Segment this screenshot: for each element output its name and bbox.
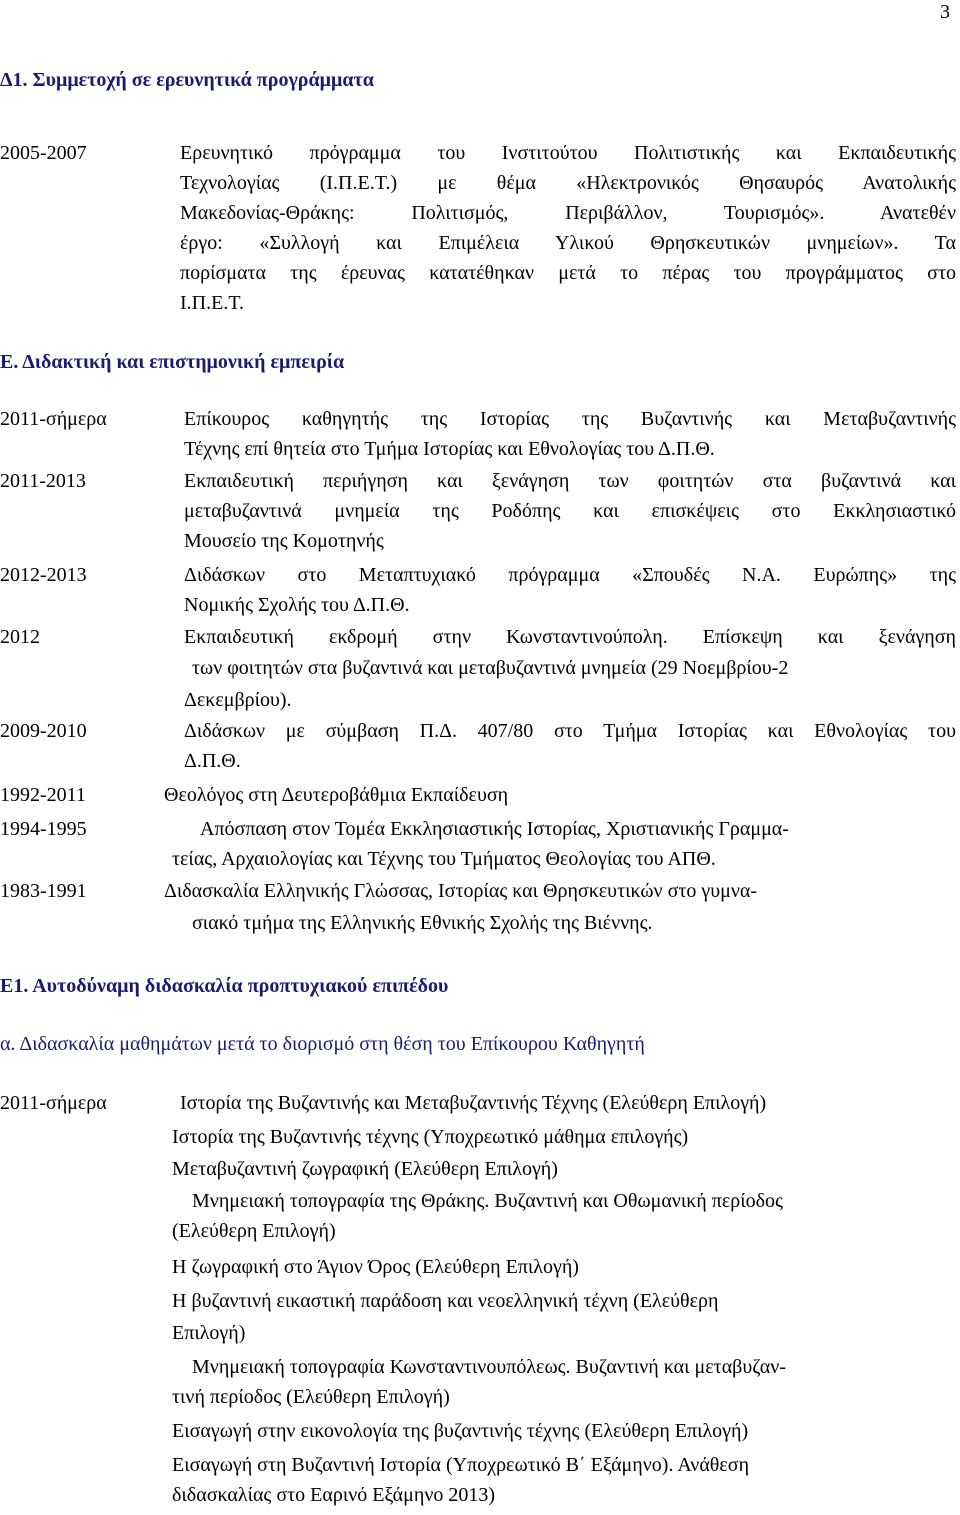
course-item <box>180 1088 766 1118</box>
course-item <box>172 1450 749 1510</box>
course-item <box>172 1252 579 1282</box>
entry-description <box>164 876 956 940</box>
experience-entry <box>0 404 958 464</box>
course-line: διδασκαλίας στο Εαρινό Εξάμηνο 2013) <box>172 1484 496 1506</box>
entry-line: έργο: «Συλλογή και Επιμέλεια Υλικού Θρησκευτικών μνημείων». Τα <box>180 232 956 254</box>
entry-description <box>184 466 956 556</box>
entry-date: 2012-2013 <box>0 564 87 586</box>
entry-line: Δ.Π.Θ. <box>184 750 241 772</box>
experience-entry <box>0 780 958 810</box>
course-line: Ιστορία της Βυζαντινής τέχνης (Υποχρεωτικό μάθημα επιλογής) <box>172 1126 689 1148</box>
experience-entry <box>0 716 958 776</box>
research-entry <box>0 138 958 318</box>
course-line: Εισαγωγή στη Βυζαντινή Ιστορία (Υποχρεωτικό Β΄ Εξάμηνο). Ανάθεση <box>172 1454 750 1476</box>
entry-line: Θεολόγος στη Δευτεροβάθμια Εκπαίδευση <box>164 784 509 806</box>
course-line: Μνημειακή τοπογραφία Κωνσταντινουπόλεως. Βυζαντινή και μεταβυζαν- <box>192 1356 786 1378</box>
entry-line: τείας, Αρχαιολογίας και Τέχνης του Τμήματος Θεολογίας του ΑΠΘ. <box>172 848 716 870</box>
course-line: Ιστορία της Βυζαντινής και Μεταβυζαντινής Τέχνης (Ελεύθερη Επιλογή) <box>180 1092 767 1114</box>
entry-line: Απόσπαση στον Τομέα Εκκλησιαστικής Ιστορίας, Χριστιανικής Γραμμα- <box>200 818 789 840</box>
entry-line: Δεκεμβρίου). <box>184 689 292 711</box>
entry-description <box>184 560 956 620</box>
entry-line: Τεχνολογίας (Ι.Π.Ε.Τ.) με θέμα «Ηλεκτρονικός Θησαυρός Ανατολικής <box>180 172 956 194</box>
section-heading-e: Ε. Διδακτική και επιστημονική εμπειρία <box>0 351 345 373</box>
subsection-heading: α. Διδασκαλία μαθημάτων μετά το διορισμό στη θέση του Επίκουρου Καθηγητή <box>0 1033 645 1055</box>
entry-line: Μακεδονίας-Θράκης: Πολιτισμός, Περιβάλλον, Τουρισμός». Ανατεθέν <box>180 202 956 224</box>
entry-date: 2011-σήμερα <box>0 1092 107 1114</box>
course-line: Η βυζαντινή εικαστική παράδοση και νεοελληνική τέχνη (Ελεύθερη <box>172 1290 719 1312</box>
entry-line: Ι.Π.Ε.Τ. <box>180 292 245 314</box>
entry-description <box>164 780 956 810</box>
entry-line: Διδάσκων στο Μεταπτυχιακό πρόγραμμα «Σπουδές Ν.Α. Ευρώπης» της <box>184 564 956 586</box>
entry-line: Νομικής Σχολής του Δ.Π.Θ. <box>184 594 410 616</box>
entry-description <box>172 814 956 874</box>
entry-description <box>184 622 956 715</box>
entry-description <box>180 138 956 318</box>
entry-line: Εκπαιδευτική εκδρομή στην Κωνσταντινούπολη. Επίσκεψη και ξενάγηση <box>184 626 956 648</box>
entry-line: σιακό τμήμα της Ελληνικής Εθνικής Σχολής της Βιέννης. <box>192 912 653 934</box>
entry-line: Επίκουρος καθηγητής της Ιστορίας της Βυζαντινής και Μεταβυζαντινής <box>184 408 956 430</box>
course-line: τινή περίοδος (Ελεύθερη Επιλογή) <box>172 1386 450 1408</box>
entry-date: 2011-σήμερα <box>0 408 107 430</box>
experience-entry <box>0 876 958 940</box>
course-line: Μνημειακή τοπογραφία της Θράκης. Βυζαντινή και Οθωμανική περίοδος <box>192 1190 783 1212</box>
entry-line: Διδάσκων με σύμβαση Π.Δ. 407/80 στο Τμήμα Ιστορίας και Εθνολογίας του <box>184 720 956 742</box>
course-item <box>172 1352 786 1412</box>
entry-date: 1983-1991 <box>0 880 87 902</box>
section-heading-d1: Δ1. Συμμετοχή σε ερευνητικά προγράμματα <box>0 69 374 91</box>
entry-line: Μουσείο της Κομοτηνής <box>184 530 384 552</box>
course-item <box>172 1186 783 1246</box>
entry-date: 2005-2007 <box>0 142 87 164</box>
entry-line: Τέχνης επί θητεία στο Τμήμα Ιστορίας και Εθνολογίας του Δ.Π.Θ. <box>184 438 715 460</box>
course-item <box>172 1154 558 1184</box>
course-line: (Ελεύθερη Επιλογή) <box>172 1220 336 1242</box>
entry-date: 1992-2011 <box>0 784 86 806</box>
experience-entry <box>0 622 958 718</box>
entry-date: 2009-2010 <box>0 720 87 742</box>
course-line: Επιλογή) <box>172 1322 246 1344</box>
page-number: 3 <box>940 1 950 23</box>
entry-line: Διδασκαλία Ελληνικής Γλώσσας, Ιστορίας και Θρησκευτικών στο γυμνα- <box>164 880 758 902</box>
entry-line: των φοιτητών στα βυζαντινά και μεταβυζαντινά μνημεία (29 Νοεμβρίου-2 <box>192 657 789 679</box>
entry-line: μεταβυζαντινά μνημεία της Ροδόπης και επισκέψεις στο Εκκλησιαστικό <box>184 500 956 522</box>
entry-line: Ερευνητικό πρόγραμμα του Ινστιτούτου Πολιτιστικής και Εκπαιδευτικής <box>180 142 956 164</box>
course-item <box>172 1416 748 1446</box>
entry-line: Εκπαιδευτική περιήγηση και ξενάγηση των φοιτητών στα βυζαντινά και <box>184 470 956 492</box>
section-heading-e1: Ε1. Αυτοδύναμη διδασκαλία προπτυχιακού επιπέδου <box>0 975 449 997</box>
course-line: Εισαγωγή στην εικονολογία της βυζαντινής τέχνης (Ελεύθερη Επιλογή) <box>172 1420 749 1442</box>
entry-date: 1994-1995 <box>0 818 87 840</box>
experience-entry <box>0 466 958 556</box>
entry-description <box>184 716 956 776</box>
entry-date: 2012 <box>0 626 40 648</box>
course-line: Η ζωγραφική στο Άγιον Όρος (Ελεύθερη Επιλογή) <box>172 1256 579 1278</box>
entry-description <box>184 404 956 464</box>
experience-entry <box>0 560 958 620</box>
experience-entry <box>0 814 958 874</box>
entry-line: πορίσματα της έρευνας κατατέθηκαν μετά το πέρας του προγράμματος στο <box>180 262 956 284</box>
course-line: Μεταβυζαντινή ζωγραφική (Ελεύθερη Επιλογή) <box>172 1158 558 1180</box>
entry-date: 2011-2013 <box>0 470 86 492</box>
course-item <box>172 1286 718 1350</box>
course-item <box>172 1122 688 1152</box>
